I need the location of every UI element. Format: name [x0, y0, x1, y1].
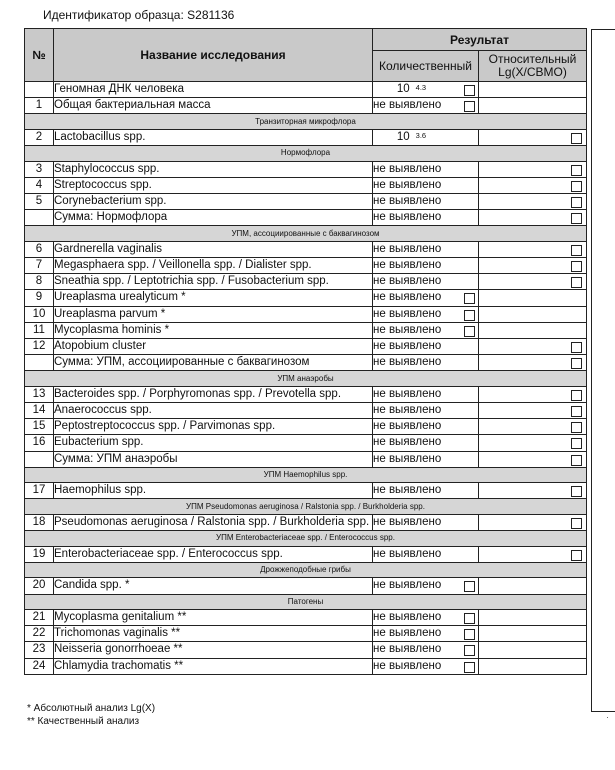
row-number: 21	[25, 610, 54, 626]
row-number: 9	[25, 290, 54, 306]
table-row	[25, 161, 587, 177]
footnote-absolute: * Абсолютный анализ Lg(X)	[27, 703, 156, 714]
section-row	[25, 467, 587, 483]
row-number: 20	[25, 578, 54, 594]
quantitative-cell	[373, 419, 479, 435]
quantitative-cell	[373, 435, 479, 451]
row-number: 18	[25, 514, 54, 530]
quantitative-cell	[373, 514, 479, 530]
relative-checkbox[interactable]	[571, 213, 582, 224]
adjacent-page-panel	[591, 29, 615, 712]
row-number: 8	[25, 274, 54, 290]
test-name: Megasphaera spp. / Veillonella spp. / Dialister spp.	[54, 258, 373, 274]
test-name: Lactobacillus spp.	[54, 129, 373, 145]
quantitative-cell	[373, 161, 479, 177]
row-number	[25, 451, 54, 467]
table-row	[25, 514, 587, 530]
quantitative-value: не выявлено	[373, 547, 442, 560]
quantitative-value: не выявлено	[373, 259, 442, 272]
table-row	[25, 258, 587, 274]
quantitative-checkbox[interactable]	[464, 613, 475, 624]
relative-checkbox[interactable]	[571, 422, 582, 433]
row-number: 1	[25, 98, 54, 114]
section-row	[25, 499, 587, 515]
quantitative-cell	[373, 98, 479, 114]
table-row	[25, 419, 587, 435]
test-name: Atopobium cluster	[54, 338, 373, 354]
quantitative-value: не выявлено	[373, 323, 442, 336]
quantitative-value: не выявлено	[373, 356, 442, 369]
relative-cell	[479, 578, 587, 594]
table-row	[25, 546, 587, 562]
quantitative-cell	[373, 386, 479, 402]
relative-cell	[479, 403, 587, 419]
quantitative-cell	[373, 129, 479, 145]
relative-cell	[479, 177, 587, 193]
relative-checkbox[interactable]	[571, 518, 582, 529]
quantitative-cell	[373, 290, 479, 306]
test-name: Enterobacteriaceae spp. / Enterococcus spp.	[54, 546, 373, 562]
test-name: Геномная ДНК человека	[54, 82, 373, 98]
table-row	[25, 241, 587, 257]
table-row	[25, 98, 587, 114]
quantitative-value: не выявлено	[373, 387, 442, 400]
quantitative-value: не выявлено	[373, 484, 442, 497]
quantitative-cell	[373, 82, 479, 98]
row-number	[25, 82, 54, 98]
relative-cell	[479, 642, 587, 658]
test-name: Eubacterium spp.	[54, 435, 373, 451]
section-label: Патогены	[25, 594, 587, 610]
quantitative-value: не выявлено	[373, 195, 442, 208]
relative-cell	[479, 435, 587, 451]
test-name: Сумма: Нормофлора	[54, 210, 373, 226]
test-name: Pseudomonas aeruginosa / Ralstonia spp. / Burkholderia spp.	[54, 514, 373, 530]
value-base: 10	[396, 130, 410, 143]
quantitative-checkbox[interactable]	[464, 629, 475, 640]
relative-cell	[479, 386, 587, 402]
table-row	[25, 403, 587, 419]
quantitative-cell	[373, 626, 479, 642]
quantitative-value: не выявлено	[373, 627, 442, 640]
table-row	[25, 177, 587, 193]
relative-checkbox[interactable]	[571, 550, 582, 561]
quantitative-cell	[373, 546, 479, 562]
table-row	[25, 355, 587, 371]
relative-cell	[479, 193, 587, 209]
test-name: Сумма: УПМ анаэробы	[54, 451, 373, 467]
table-row	[25, 483, 587, 499]
results-body	[25, 82, 587, 675]
quantitative-cell	[373, 241, 479, 257]
test-name: Candida spp. *	[54, 578, 373, 594]
relative-cell	[479, 546, 587, 562]
row-number	[25, 355, 54, 371]
quantitative-checkbox[interactable]	[464, 85, 475, 96]
header-relative-line1: Относительный	[488, 52, 577, 66]
quantitative-cell	[373, 355, 479, 371]
table-row	[25, 626, 587, 642]
row-number: 14	[25, 403, 54, 419]
relative-checkbox[interactable]	[571, 165, 582, 176]
test-name: Streptococcus spp.	[54, 177, 373, 193]
relative-checkbox[interactable]	[571, 197, 582, 208]
quantitative-value: не выявлено	[373, 211, 442, 224]
test-name: Neisseria gonorrhoeae **	[54, 642, 373, 658]
quantitative-value: не выявлено	[373, 436, 442, 449]
section-row	[25, 562, 587, 578]
quantitative-value: не выявлено	[373, 420, 442, 433]
relative-cell	[479, 98, 587, 114]
value-exponent: 4.3	[415, 83, 427, 93]
quantitative-checkbox[interactable]	[464, 293, 475, 304]
footnote-qualitative: ** Качественный анализ	[27, 716, 140, 727]
quantitative-cell	[373, 642, 479, 658]
quantitative-value: не выявлено	[373, 579, 442, 592]
relative-cell	[479, 514, 587, 530]
table-row	[25, 322, 587, 338]
table-row	[25, 193, 587, 209]
relative-cell	[479, 610, 587, 626]
quantitative-cell	[373, 338, 479, 354]
quantitative-value: не выявлено	[373, 404, 442, 417]
row-number: 5	[25, 193, 54, 209]
relative-checkbox[interactable]	[571, 455, 582, 466]
relative-checkbox[interactable]	[571, 133, 582, 144]
row-number: 2	[25, 129, 54, 145]
relative-checkbox[interactable]	[571, 277, 582, 288]
row-number: 23	[25, 642, 54, 658]
test-name: Trichomonas vaginalis **	[54, 626, 373, 642]
test-name: Ureaplasma parvum *	[54, 306, 373, 322]
quantitative-checkbox[interactable]	[464, 326, 475, 337]
quantitative-value: не выявлено	[373, 516, 442, 529]
header-quantitative: Количественный	[373, 51, 479, 82]
table-row	[25, 435, 587, 451]
quantitative-cell	[373, 193, 479, 209]
section-label: УПМ Enterobacteriaceae spp. / Enterococcus spp.	[25, 531, 587, 547]
quantitative-checkbox[interactable]	[464, 662, 475, 673]
header-number: №	[25, 29, 54, 82]
quantitative-checkbox[interactable]	[464, 645, 475, 656]
relative-cell	[479, 290, 587, 306]
relative-checkbox[interactable]	[571, 390, 582, 401]
relative-checkbox[interactable]	[571, 438, 582, 449]
relative-cell	[479, 483, 587, 499]
quantitative-checkbox[interactable]	[464, 581, 475, 592]
value-exponent: 3.6	[415, 130, 427, 140]
quantitative-cell	[373, 258, 479, 274]
section-row	[25, 226, 587, 242]
table-row	[25, 610, 587, 626]
relative-cell	[479, 258, 587, 274]
table-row	[25, 290, 587, 306]
test-name: Общая бактериальная масса	[54, 98, 373, 114]
table-row	[25, 338, 587, 354]
row-number: 19	[25, 546, 54, 562]
test-name: Сумма: УПМ, ассоциированные с баквагинозом	[54, 355, 373, 371]
header-relative	[479, 51, 587, 82]
section-label: Транзиторная микрофлора	[25, 114, 587, 130]
test-name: Mycoplasma genitalium **	[54, 610, 373, 626]
relative-checkbox[interactable]	[571, 245, 582, 256]
relative-cell	[479, 210, 587, 226]
value-base: 10	[396, 83, 410, 96]
test-name: Gardnerella vaginalis	[54, 241, 373, 257]
quantitative-checkbox[interactable]	[464, 101, 475, 112]
row-number: 3	[25, 161, 54, 177]
relative-cell	[479, 451, 587, 467]
relative-checkbox[interactable]	[571, 181, 582, 192]
quantitative-cell	[373, 658, 479, 674]
row-number: 4	[25, 177, 54, 193]
relative-cell	[479, 241, 587, 257]
header-relative-line2: Lg(X/СВМО)	[498, 65, 567, 79]
quantitative-cell	[373, 306, 479, 322]
relative-cell	[479, 658, 587, 674]
relative-checkbox[interactable]	[571, 342, 582, 353]
relative-checkbox[interactable]	[571, 406, 582, 417]
relative-checkbox[interactable]	[571, 486, 582, 497]
relative-cell	[479, 322, 587, 338]
row-number	[25, 210, 54, 226]
quantitative-value: не выявлено	[373, 291, 442, 304]
row-number: 6	[25, 241, 54, 257]
quantitative-cell	[373, 451, 479, 467]
row-number: 16	[25, 435, 54, 451]
quantitative-value: не выявлено	[373, 99, 442, 112]
header-test-name: Название исследования	[54, 29, 373, 82]
test-name: Corynebacterium spp.	[54, 193, 373, 209]
table-row	[25, 210, 587, 226]
relative-checkbox[interactable]	[571, 358, 582, 369]
relative-cell	[479, 161, 587, 177]
table-row	[25, 658, 587, 674]
test-name: Peptostreptococcus spp. / Parvimonas spp.	[54, 419, 373, 435]
row-number: 22	[25, 626, 54, 642]
table-row	[25, 306, 587, 322]
quantitative-value: не выявлено	[373, 340, 442, 353]
section-label: УПМ Haemophilus spp.	[25, 467, 587, 483]
quantitative-value: не выявлено	[373, 275, 442, 288]
relative-checkbox[interactable]	[571, 261, 582, 272]
quantitative-value: не выявлено	[373, 178, 442, 191]
relative-cell	[479, 355, 587, 371]
quantitative-value	[373, 130, 470, 145]
row-number: 12	[25, 338, 54, 354]
section-label: Нормофлора	[25, 146, 587, 162]
quantitative-cell	[373, 210, 479, 226]
quantitative-checkbox[interactable]	[464, 310, 475, 321]
sample-identifier: Идентификатор образца: S281136	[43, 8, 235, 22]
quantitative-cell	[373, 177, 479, 193]
section-label: УПМ Pseudomonas aeruginosa / Ralstonia spp. / Burkholderia spp.	[25, 499, 587, 515]
quantitative-cell	[373, 274, 479, 290]
test-name: Chlamydia trachomatis **	[54, 658, 373, 674]
relative-cell	[479, 129, 587, 145]
section-row	[25, 594, 587, 610]
quantitative-value: не выявлено	[373, 162, 442, 175]
quantitative-cell	[373, 483, 479, 499]
quantitative-cell	[373, 403, 479, 419]
section-row	[25, 146, 587, 162]
header-result: Результат	[373, 29, 587, 51]
relative-cell	[479, 274, 587, 290]
section-label: Дрожжеподобные грибы	[25, 562, 587, 578]
table-row	[25, 642, 587, 658]
quantitative-value: не выявлено	[373, 659, 442, 672]
row-number: 11	[25, 322, 54, 338]
test-name: Anaerococcus spp.	[54, 403, 373, 419]
quantitative-value: не выявлено	[373, 611, 442, 624]
test-name: Ureaplasma urealyticum *	[54, 290, 373, 306]
table-row	[25, 451, 587, 467]
section-label: УПМ, ассоциированные с баквагинозом	[25, 226, 587, 242]
table-row	[25, 274, 587, 290]
quantitative-cell	[373, 322, 479, 338]
adjacent-page-mark: ·	[606, 712, 609, 722]
table-row	[25, 578, 587, 594]
quantitative-cell	[373, 610, 479, 626]
table-row	[25, 129, 587, 145]
section-label: УПМ анаэробы	[25, 371, 587, 387]
row-number: 24	[25, 658, 54, 674]
test-name: Staphylococcus spp.	[54, 161, 373, 177]
relative-cell	[479, 306, 587, 322]
row-number: 15	[25, 419, 54, 435]
relative-cell	[479, 419, 587, 435]
table-row	[25, 386, 587, 402]
quantitative-cell	[373, 578, 479, 594]
test-name: Bacteroides spp. / Porphyromonas spp. / Prevotella spp.	[54, 386, 373, 402]
quantitative-value: не выявлено	[373, 452, 442, 465]
row-number: 7	[25, 258, 54, 274]
test-name: Mycoplasma hominis *	[54, 322, 373, 338]
test-name: Sneathia spp. / Leptotrichia spp. / Fusobacterium spp.	[54, 274, 373, 290]
section-row	[25, 371, 587, 387]
test-name: Haemophilus spp.	[54, 483, 373, 499]
quantitative-value: не выявлено	[373, 307, 442, 320]
section-row	[25, 114, 587, 130]
row-number: 10	[25, 306, 54, 322]
section-row	[25, 531, 587, 547]
quantitative-value: не выявлено	[373, 643, 442, 656]
table-row	[25, 82, 587, 98]
relative-cell	[479, 626, 587, 642]
quantitative-value: не выявлено	[373, 242, 442, 255]
relative-cell	[479, 338, 587, 354]
relative-cell	[479, 82, 587, 98]
row-number: 17	[25, 483, 54, 499]
row-number: 13	[25, 386, 54, 402]
quantitative-value	[373, 82, 470, 97]
results-table	[24, 28, 587, 675]
